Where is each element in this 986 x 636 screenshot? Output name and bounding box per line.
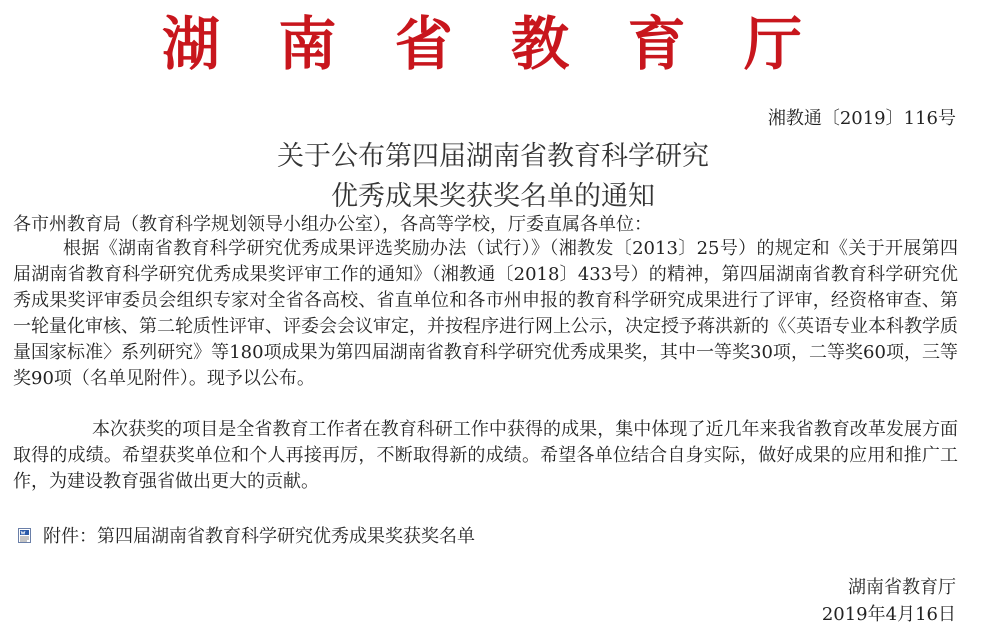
letterhead-char: 湖 [162,10,221,78]
attachment-label: 附件： [43,526,97,547]
attachment-row [18,522,475,548]
letterhead-char: 育 [627,10,686,78]
notice-title-line-1: 关于公布第四届湖南省教育科学研究 [277,141,709,172]
body-paragraph-1: 根据《湖南省教育科学研究优秀成果评选奖励办法（试行）》（湘教发〔2013〕25号）的规定和《关于开展第四届湖南省教育科学研究优秀成果奖评审工作的通知》（湘教通〔2018〕433号）的精神，第四届湖南省教育科学研究优秀成果奖评审委员会组织专家对全省各高校、省直单位和各市州申报的教育科学研究成果进行了评审，经资格审查、第一轮量化审核、第二轮质性评审、评委会会议审定，并按程序进行网上公示，决定授予蒋洪新的《〈英语专业本科教学质量国家标准〉系列研究》等180项成果为第四届湖南省教育科学研究优秀成果奖，其中一等奖30项，二等奖60项，三等奖90项（名单见附件）。现予以公布。 [13,238,958,389]
signature-date: 2019年4月16日 [821,604,956,625]
word-document-icon[interactable] [18,528,31,543]
letterhead-char: 教 [511,10,570,78]
letterhead-char: 南 [278,10,337,78]
letterhead [0,0,986,78]
signature-organization: 湖南省教育厅 [848,577,956,598]
body-paragraph-2: 本次获奖的项目是全省教育工作者在教育科研工作中获得的成果，集中体现了近几年来我省教育改革发展方面取得的成绩。希望获奖单位和个人再接再厉，不断取得新的成绩。希望各单位结合自身实际，做好成果的应用和推广工作，为建设教育强省做出更大的贡献。 [13,419,958,492]
letterhead-char: 省 [394,10,453,78]
document-number: 湘教通〔2019〕116号 [767,108,956,129]
notice-title-line-2: 优秀成果奖获奖名单的通知 [331,181,655,212]
letterhead-char: 厅 [743,10,802,78]
letterhead-title [162,4,802,78]
salutation: 各市州教育局（教育科学规划领导小组办公室），各高等学校，厅委直属各单位： [13,214,652,235]
attachment-link[interactable]: 第四届湖南省教育科学研究优秀成果奖获奖名单 [97,526,475,547]
